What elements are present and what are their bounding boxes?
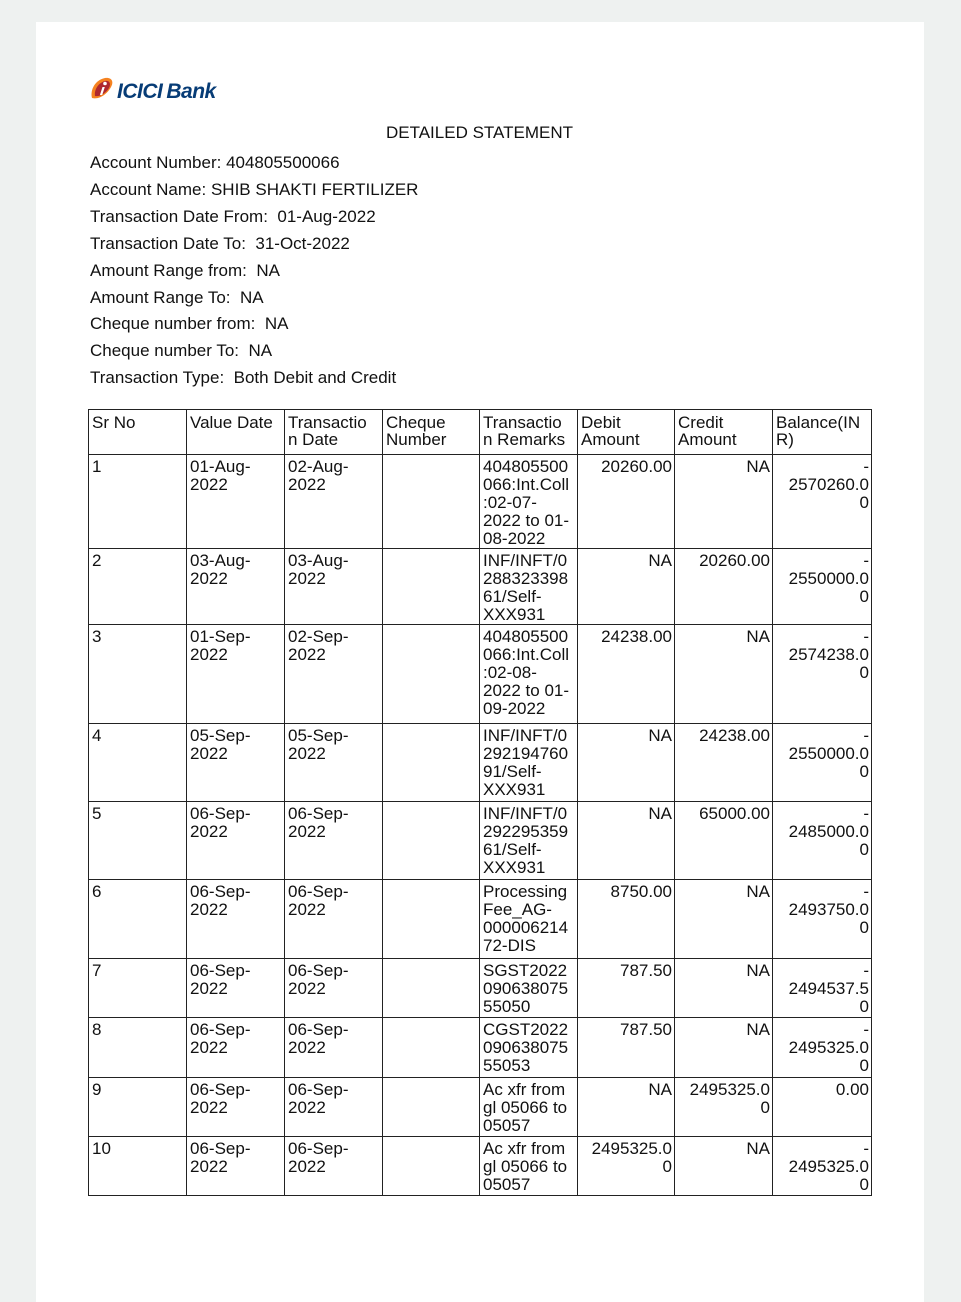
- balance-cell: [773, 1078, 872, 1137]
- header-cheque-number: [383, 410, 480, 455]
- debit-cell: [578, 1137, 675, 1196]
- remarks-cell-line: INF/INFT/0: [483, 804, 568, 823]
- balance-cell-line: 0: [859, 997, 869, 1016]
- header-cheque-number-line: Cheque: [386, 413, 446, 432]
- sr-no-cell: [89, 1078, 187, 1137]
- balance-cell-line: 2485000.0: [788, 822, 869, 841]
- value-date-cell-line: 06-Sep-: [190, 804, 251, 823]
- remarks-cell-line: 61/Self-: [483, 587, 542, 606]
- meta-label: Amount Range from:: [90, 260, 257, 280]
- remarks-cell: [480, 1018, 578, 1078]
- balance-cell-line: 0: [859, 663, 869, 682]
- sr-no-cell: [89, 802, 187, 880]
- table-row: [89, 1018, 872, 1078]
- remarks-cell: [480, 802, 578, 880]
- debit-cell-line: 2495325.0: [591, 1139, 672, 1158]
- value-date-cell-line: 06-Sep-: [190, 1020, 251, 1039]
- cheque-number-cell: [383, 959, 480, 1018]
- balance-cell-line: 2550000.0: [788, 569, 869, 588]
- remarks-cell-line: Ac xfr from: [483, 1139, 566, 1158]
- debit-cell: [578, 724, 675, 802]
- remarks-cell-line: 05057: [483, 1175, 531, 1194]
- meta-value: 01-Aug-2022: [277, 206, 376, 226]
- header-cheque-number-line: Number: [386, 430, 447, 449]
- balance-cell-line: -: [863, 457, 869, 476]
- transaction-date-cell-line: 2022: [288, 475, 326, 494]
- credit-cell: [675, 455, 773, 549]
- balance-cell-line: -: [863, 1020, 869, 1039]
- sr-no-cell-text: 10: [92, 1139, 111, 1158]
- balance-cell-line: 2570260.0: [788, 475, 869, 494]
- meta-value: 31-Oct-2022: [255, 233, 350, 253]
- debit-cell: [578, 802, 675, 880]
- value-date-cell: [187, 549, 285, 625]
- meta-label: Transaction Type:: [90, 368, 234, 388]
- transaction-date-cell-line: 2022: [288, 1038, 326, 1057]
- header-balance: [773, 410, 872, 455]
- remarks-cell-line: 066:Int.Coll: [483, 475, 569, 494]
- remarks-cell-line: 404805500: [483, 457, 569, 476]
- credit-cell-line: 20260.00: [699, 551, 770, 570]
- remarks-cell: [480, 455, 578, 549]
- value-date-cell-line: 06-Sep-: [190, 1139, 251, 1158]
- header-value-date: [187, 410, 285, 455]
- balance-cell-line: 2493750.0: [788, 900, 869, 919]
- table-row: [89, 1078, 872, 1137]
- header-debit-amount-line: Amount: [581, 430, 640, 449]
- remarks-cell-line: CGST2022: [483, 1020, 569, 1039]
- value-date-cell-line: 2022: [190, 1038, 228, 1057]
- credit-cell-line: NA: [746, 882, 770, 901]
- remarks-cell-line: 61/Self-: [483, 840, 542, 859]
- balance-cell-line: 2550000.0: [788, 744, 869, 763]
- credit-cell-line: 2495325.0: [689, 1080, 770, 1099]
- transaction-date-cell: [285, 1137, 383, 1196]
- remarks-cell: [480, 724, 578, 802]
- meta-label: Transaction Date From:: [90, 206, 278, 226]
- credit-cell: [675, 549, 773, 625]
- meta-row: [90, 231, 418, 258]
- value-date-cell: [187, 724, 285, 802]
- credit-cell-line: NA: [746, 1139, 770, 1158]
- header-transaction-date-line: n Date: [288, 430, 339, 449]
- transaction-date-cell: [285, 724, 383, 802]
- balance-cell-line: 0: [859, 918, 869, 937]
- remarks-cell-line: :02-07-: [483, 493, 537, 512]
- balance-cell-line: -: [863, 726, 869, 745]
- value-date-cell-line: 06-Sep-: [190, 882, 251, 901]
- value-date-cell-line: 06-Sep-: [190, 1080, 251, 1099]
- remarks-cell-line: INF/INFT/0: [483, 726, 568, 745]
- debit-cell-line: NA: [648, 551, 672, 570]
- debit-cell-line: 787.50: [620, 961, 672, 980]
- credit-cell: [675, 1137, 773, 1196]
- credit-cell-line: NA: [746, 1020, 770, 1039]
- transaction-date-cell: [285, 1018, 383, 1078]
- document-title-text: DETAILED STATEMENT: [385, 123, 574, 142]
- transaction-date-cell-line: 2022: [288, 1098, 326, 1117]
- debit-cell-line: NA: [648, 804, 672, 823]
- transaction-date-cell-line: 06-Sep-: [288, 1080, 349, 1099]
- transaction-date-cell-line: 2022: [288, 979, 326, 998]
- remarks-cell-line: 090638075: [483, 979, 569, 998]
- remarks-cell-line: gl 05066 to: [483, 1098, 568, 1117]
- balance-cell: [773, 1137, 872, 1196]
- bank-name: [117, 80, 216, 104]
- header-transaction-remarks: [480, 410, 578, 455]
- meta-label: Transaction Date To:: [90, 233, 256, 253]
- remarks-cell-line: 000006214: [483, 918, 569, 937]
- transaction-date-cell-line: 2022: [288, 744, 326, 763]
- header-transaction-date: [285, 410, 383, 455]
- credit-cell: [675, 880, 773, 959]
- credit-cell: [675, 802, 773, 880]
- table-row: [89, 549, 872, 625]
- header-transaction-remarks-line: Transactio: [483, 413, 562, 432]
- table-row: [89, 959, 872, 1018]
- remarks-cell: [480, 1137, 578, 1196]
- header-balance-line: R): [776, 430, 794, 449]
- transaction-date-cell-line: 2022: [288, 822, 326, 841]
- remarks-cell-line: 55050: [483, 997, 531, 1016]
- balance-cell: [773, 1018, 872, 1078]
- sr-no-cell: [89, 1137, 187, 1196]
- balance-cell-line: -: [863, 551, 869, 570]
- debit-cell-line: 787.50: [620, 1020, 672, 1039]
- value-date-cell-line: 05-Sep-: [190, 726, 251, 745]
- transaction-date-cell-line: 06-Sep-: [288, 961, 349, 980]
- remarks-cell-line: INF/INFT/0: [483, 551, 568, 570]
- value-date-cell-line: 2022: [190, 979, 228, 998]
- balance-cell: [773, 724, 872, 802]
- remarks-cell-line: 05057: [483, 1116, 531, 1135]
- remarks-cell-line: 09-2022: [483, 699, 546, 718]
- meta-row: [90, 311, 418, 338]
- sr-no-cell: [89, 959, 187, 1018]
- credit-cell: [675, 724, 773, 802]
- sr-no-cell: [89, 549, 187, 625]
- balance-cell-line: -: [863, 1139, 869, 1158]
- balance-cell-line: 0.00: [835, 1080, 869, 1099]
- meta-row: [90, 285, 418, 312]
- remarks-cell: [480, 959, 578, 1018]
- balance-cell-line: 2574238.0: [788, 645, 869, 664]
- value-date-cell-line: 2022: [190, 1098, 228, 1117]
- credit-cell: [675, 625, 773, 724]
- balance-cell-line: -: [863, 804, 869, 823]
- table-row: [89, 802, 872, 880]
- value-date-cell: [187, 455, 285, 549]
- transaction-date-cell: [285, 880, 383, 959]
- balance-cell-line: 0: [859, 1175, 869, 1194]
- value-date-cell-line: 03-Aug-: [190, 551, 251, 570]
- sr-no-cell-text: 2: [92, 551, 102, 570]
- remarks-cell-line: 292194760: [483, 744, 569, 763]
- value-date-cell: [187, 1137, 285, 1196]
- value-date-cell: [187, 802, 285, 880]
- sr-no-cell: [89, 1018, 187, 1078]
- balance-cell-line: 0: [859, 587, 869, 606]
- remarks-cell-line: :02-08-: [483, 663, 537, 682]
- remarks-cell-line: 066:Int.Coll: [483, 645, 569, 664]
- debit-cell: [578, 880, 675, 959]
- transaction-date-cell-line: 06-Sep-: [288, 882, 349, 901]
- meta-row: [90, 365, 418, 392]
- debit-cell: [578, 455, 675, 549]
- credit-cell: [675, 959, 773, 1018]
- balance-cell-line: -: [863, 961, 869, 980]
- transaction-date-cell-line: 06-Sep-: [288, 804, 349, 823]
- balance-cell-line: 0: [859, 1056, 869, 1075]
- meta-value: NA: [256, 260, 280, 280]
- meta-value: NA: [248, 341, 273, 361]
- value-date-cell-line: 2022: [190, 822, 228, 841]
- table-row: [89, 455, 872, 549]
- header-credit-amount-line: Credit: [678, 413, 724, 432]
- transaction-date-cell-line: 02-Aug-: [288, 457, 349, 476]
- balance-cell-line: 0: [859, 493, 869, 512]
- table-header-row: [89, 410, 872, 455]
- transaction-date-cell: [285, 549, 383, 625]
- sr-no-cell-text: 5: [92, 804, 102, 823]
- remarks-cell-line: gl 05066 to: [483, 1157, 568, 1176]
- transaction-date-cell: [285, 455, 383, 549]
- transaction-date-cell-line: 2022: [288, 569, 326, 588]
- cheque-number-cell: [383, 1137, 480, 1196]
- header-value-date-line: Value Date: [190, 413, 273, 432]
- table-row: [89, 1137, 872, 1196]
- cheque-number-cell: [383, 1078, 480, 1137]
- sr-no-cell-text: 8: [92, 1020, 102, 1039]
- value-date-cell-line: 06-Sep-: [190, 961, 251, 980]
- meta-value: Both Debit and Credit: [233, 368, 397, 388]
- meta-value: NA: [239, 287, 264, 307]
- balance-cell-line: 0: [859, 840, 869, 859]
- cheque-number-cell: [383, 455, 480, 549]
- account-details: [90, 150, 418, 392]
- remarks-cell-line: Fee_AG-: [483, 900, 552, 919]
- debit-cell-line: 0: [662, 1157, 672, 1176]
- value-date-cell: [187, 880, 285, 959]
- credit-cell: [675, 1018, 773, 1078]
- meta-row: [90, 177, 418, 204]
- value-date-cell-line: 2022: [190, 475, 228, 494]
- debit-cell-line: 24238.00: [601, 627, 672, 646]
- value-date-cell-line: 2022: [190, 645, 228, 664]
- credit-cell: [675, 1078, 773, 1137]
- credit-cell-line: NA: [746, 961, 770, 980]
- header-transaction-remarks-line: n Remarks: [483, 430, 566, 449]
- transaction-date-cell-line: 2022: [288, 645, 326, 664]
- icici-i-logo-icon: [89, 76, 115, 102]
- sr-no-cell-text: 1: [92, 457, 102, 476]
- remarks-cell-line: XXX931: [483, 858, 546, 877]
- transaction-date-cell-line: 02-Sep-: [288, 627, 349, 646]
- transaction-date-cell: [285, 959, 383, 1018]
- header-debit-amount: [578, 410, 675, 455]
- value-date-cell: [187, 1018, 285, 1078]
- transaction-date-cell: [285, 1078, 383, 1137]
- sr-no-cell-text: 4: [92, 726, 102, 745]
- cheque-number-cell: [383, 625, 480, 724]
- credit-cell-line: 65000.00: [699, 804, 770, 823]
- remarks-cell-line: 91/Self-: [483, 762, 542, 781]
- remarks-cell-line: Ac xfr from: [483, 1080, 566, 1099]
- value-date-cell-line: 01-Sep-: [190, 627, 251, 646]
- debit-cell-line: 8750.00: [610, 882, 672, 901]
- meta-value: 404805500066: [226, 153, 340, 172]
- debit-cell: [578, 549, 675, 625]
- bank-logo: [89, 74, 216, 104]
- balance-cell-line: 2495325.0: [788, 1038, 869, 1057]
- balance-cell: [773, 455, 872, 549]
- credit-cell-line: NA: [746, 627, 770, 646]
- transaction-date-cell: [285, 802, 383, 880]
- remarks-cell-line: 090638075: [483, 1038, 569, 1057]
- cheque-number-cell: [383, 880, 480, 959]
- meta-label: Cheque number from:: [90, 314, 265, 334]
- sr-no-cell-text: 3: [92, 627, 102, 646]
- remarks-cell-line: Processing: [483, 882, 568, 901]
- header-transaction-date-line: Transactio: [288, 413, 367, 432]
- meta-row: [90, 204, 418, 231]
- remarks-cell-line: 292295359: [483, 822, 569, 841]
- remarks-cell-line: 2022 to 01-: [483, 681, 570, 700]
- sr-no-cell: [89, 880, 187, 959]
- remarks-cell: [480, 880, 578, 959]
- sr-no-cell-text: 7: [92, 961, 102, 980]
- debit-cell: [578, 1018, 675, 1078]
- remarks-cell-line: 55053: [483, 1056, 531, 1075]
- header-balance-line: Balance(IN: [776, 413, 861, 432]
- remarks-cell: [480, 1078, 578, 1137]
- remarks-cell-line: XXX931: [483, 780, 546, 799]
- remarks-cell: [480, 625, 578, 724]
- meta-row: [90, 338, 418, 365]
- balance-cell-line: -: [863, 627, 869, 646]
- remarks-cell-line: 404805500: [483, 627, 569, 646]
- credit-cell-line: 0: [760, 1098, 770, 1117]
- debit-cell: [578, 1078, 675, 1137]
- remarks-cell-line: 288323398: [483, 569, 569, 588]
- credit-cell-line: 24238.00: [699, 726, 770, 745]
- transaction-date-cell-line: 03-Aug-: [288, 551, 349, 570]
- value-date-cell-line: 2022: [190, 569, 228, 588]
- header-credit-amount-line: Amount: [678, 430, 737, 449]
- value-date-cell-line: 2022: [190, 1157, 228, 1176]
- meta-label: Account Name:: [90, 179, 211, 199]
- transactions-table: [88, 409, 872, 1196]
- cheque-number-cell: [383, 724, 480, 802]
- header-sr-no: [89, 410, 187, 455]
- remarks-cell-line: 2022 to 01-: [483, 511, 570, 530]
- remarks-cell: [480, 549, 578, 625]
- meta-label: Amount Range To:: [90, 287, 240, 307]
- value-date-cell-line: 2022: [190, 900, 228, 919]
- header-debit-amount-line: Debit: [581, 413, 621, 432]
- value-date-cell-line: 2022: [190, 744, 228, 763]
- balance-cell-line: -: [863, 882, 869, 901]
- cheque-number-cell: [383, 549, 480, 625]
- bank-brand-word: ICICI: [117, 80, 163, 103]
- sr-no-cell-text: 6: [92, 882, 102, 901]
- sr-no-cell: [89, 625, 187, 724]
- remarks-cell-line: 72-DIS: [483, 936, 536, 955]
- table-row: [89, 880, 872, 959]
- meta-label: Account Number:: [90, 153, 227, 172]
- transaction-date-cell-line: 06-Sep-: [288, 1020, 349, 1039]
- value-date-cell: [187, 1078, 285, 1137]
- remarks-cell-line: XXX931: [483, 605, 546, 624]
- sr-no-cell-text: 9: [92, 1080, 102, 1099]
- value-date-cell: [187, 959, 285, 1018]
- sr-no-cell: [89, 455, 187, 549]
- meta-label: Cheque number To:: [90, 341, 249, 361]
- transaction-date-cell-line: 2022: [288, 1157, 326, 1176]
- table-row: [89, 625, 872, 724]
- balance-cell: [773, 802, 872, 880]
- header-sr-no-line: Sr No: [92, 413, 136, 432]
- balance-cell-line: 2494537.5: [788, 979, 869, 998]
- balance-cell: [773, 959, 872, 1018]
- remarks-cell-line: 08-2022: [483, 529, 546, 548]
- cheque-number-cell: [383, 802, 480, 880]
- meta-row: [90, 150, 418, 177]
- document-title: [0, 123, 961, 143]
- balance-cell-line: 2495325.0: [788, 1157, 869, 1176]
- balance-cell-line: 0: [859, 762, 869, 781]
- debit-cell: [578, 625, 675, 724]
- balance-cell: [773, 549, 872, 625]
- transaction-date-cell-line: 2022: [288, 900, 326, 919]
- debit-cell: [578, 959, 675, 1018]
- debit-cell-line: NA: [648, 726, 672, 745]
- table-row: [89, 724, 872, 802]
- meta-value: SHIB SHAKTI FERTILIZER: [210, 179, 419, 199]
- balance-cell: [773, 625, 872, 724]
- value-date-cell-line: 01-Aug-: [190, 457, 251, 476]
- transaction-date-cell-line: 05-Sep-: [288, 726, 349, 745]
- remarks-cell-line: SGST2022: [483, 961, 568, 980]
- header-credit-amount: [675, 410, 773, 455]
- meta-value: NA: [264, 314, 289, 334]
- cheque-number-cell: [383, 1018, 480, 1078]
- meta-row: [90, 258, 418, 285]
- bank-brand-suffix: Bank: [166, 80, 216, 103]
- transaction-date-cell-line: 06-Sep-: [288, 1139, 349, 1158]
- balance-cell: [773, 880, 872, 959]
- sr-no-cell: [89, 724, 187, 802]
- value-date-cell: [187, 625, 285, 724]
- transaction-date-cell: [285, 625, 383, 724]
- credit-cell-line: NA: [746, 457, 770, 476]
- debit-cell-line: 20260.00: [601, 457, 672, 476]
- debit-cell-line: NA: [648, 1080, 672, 1099]
